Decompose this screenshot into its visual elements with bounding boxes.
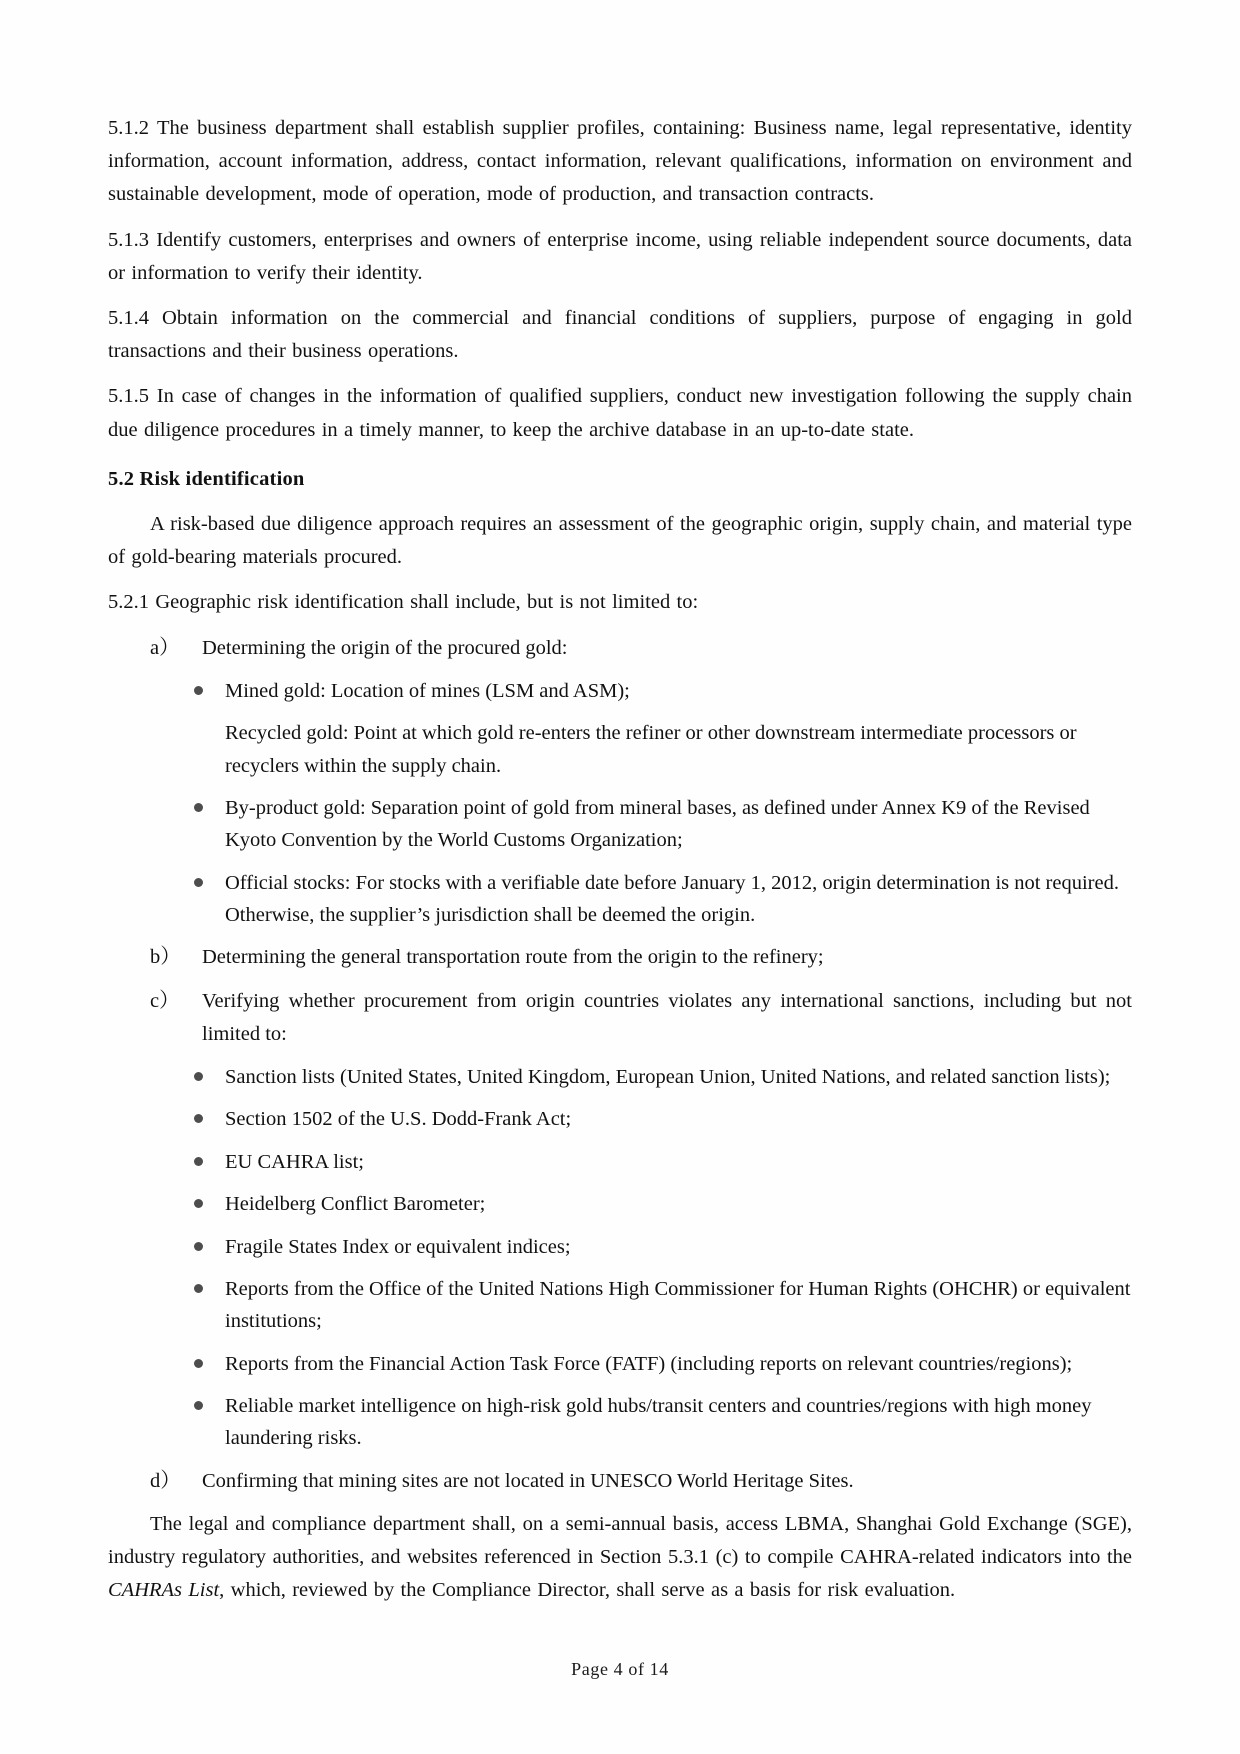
list-marker-d: d） [150,1469,181,1492]
list-item-c [108,985,1132,1051]
bullet-item: Sanction lists (United States, United Kingdom, European Union, United Nations, and related sanction lists); [190,1061,1132,1093]
paragraph-5-1-4: 5.1.4 Obtain information on the commercial and financial conditions of suppliers, purpose of engaging in gold transactions and their business operations. [108,307,1132,363]
bullet-item: Fragile States Index or equivalent indices; [190,1231,1132,1263]
list-item-a [108,632,1132,665]
list-text-b: Determining the general transportation route from the origin to the refinery; [202,946,824,969]
bullet-list-c [108,1061,1132,1455]
bullet-item: Reports from the Office of the United Nations High Commissioner for Human Rights (OHCHR) or equivalent institutions; [190,1273,1132,1338]
list-text-c: Verifying whether procurement from origin countries violates any international sanctions, including but not limited to: [202,989,1132,1045]
bullet-item: EU CAHRA list; [190,1146,1132,1178]
list-item-b [108,941,1132,974]
bullet-item: Section 1502 of the U.S. Dodd-Frank Act; [190,1103,1132,1135]
bullet-item: Recycled gold: Point at which gold re-enters the refiner or other downstream intermediate processors or recyclers within the supply chain. [225,722,1077,777]
list-text-d: Confirming that mining sites are not located in UNESCO World Heritage Sites. [202,1469,854,1492]
bullet-item: Reliable market intelligence on high-risk gold hubs/transit centers and countries/regions with high money laundering risks. [190,1390,1132,1455]
paragraph-5-2-1: 5.2.1 Geographic risk identification shall include, but is not limited to: [108,591,699,614]
list-item-d [108,1465,1132,1498]
list-marker-b: b） [150,946,181,969]
paragraph-5-1-3: 5.1.3 Identify customers, enterprises and owners of enterprise income, using reliable independent source documents, data or information to verify their identity. [108,228,1132,284]
section-5-2-intro: A risk-based due diligence approach requires an assessment of the geographic origin, supply chain, and material type of gold-bearing materials procured. [108,513,1132,569]
bullet-item: Official stocks: For stocks with a verifiable date before January 1, 2012, origin determination is not required. Otherwise, the supplier’s jurisdiction shall be deemed the origin. [190,867,1132,932]
bullet-list-a [108,675,1132,932]
paragraph-5-1-5: 5.1.5 In case of changes in the information of qualified suppliers, conduct new investigation following the supply chain due diligence procedures in a timely manner, to keep the archive database in an up-to-date state. [108,385,1132,441]
list-marker-a: a） [150,636,180,659]
bullet-item: By-product gold: Separation point of gold from mineral bases, as defined under Annex K9 of the Revised Kyoto Convention by the World Customs Organization; [190,792,1132,857]
page-footer: Page 4 of 14 [571,1659,669,1679]
bullet-item: Mined gold: Location of mines (LSM and ASM); [190,675,1132,707]
list-text-a: Determining the origin of the procured gold: [202,636,568,659]
bullet-item: Heidelberg Conflict Barometer; [190,1188,1132,1220]
document-body [108,112,1132,1608]
section-5-2-closing [108,1508,1132,1608]
closing-text-part1: The legal and compliance department shall, on a semi-annual basis, access LBMA, Shanghai Gold Exchange (SGE), industry regulatory authorities, and websites referenced in Section 5.3.1 (c) to compile CAHRA-related indicators into the [108,1513,1132,1569]
paragraph-5-1-2: 5.1.2 The business department shall establish supplier profiles, containing: Business name, legal representative, identity information, account information, address, contact information, relevant qualifications, information on environment and sustainable development, mode of operation, mode of production, and transaction contracts. [108,117,1132,206]
list-marker-c: c） [150,989,180,1012]
closing-text-italic: CAHRAs List [108,1579,220,1602]
bullet-item: Reports from the Financial Action Task Force (FATF) (including reports on relevant countries/regions); [190,1348,1132,1380]
section-heading-5-2: 5.2 Risk identification [108,467,305,490]
closing-text-part2: , which, reviewed by the Compliance Director, shall serve as a basis for risk evaluation. [219,1579,956,1602]
